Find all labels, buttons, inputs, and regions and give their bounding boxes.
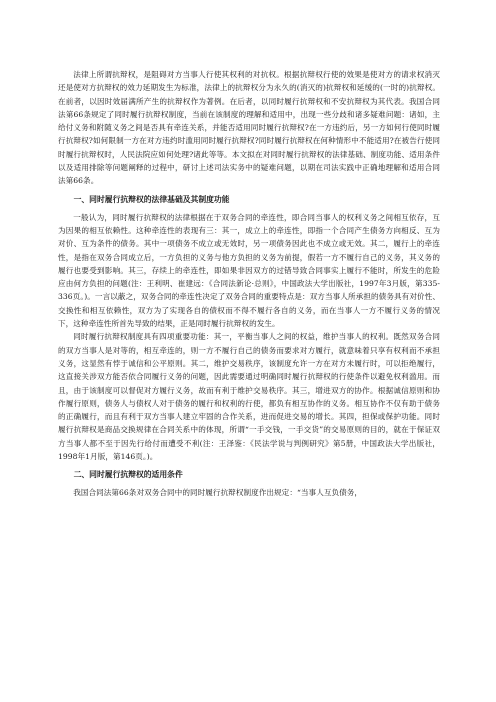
section-2-heading: 二、同时履行抗辩权的适用条件 (73, 470, 183, 480)
section-1-paragraph-1: 一般认为，同时履行抗辩权的法律根据在于双务合同的牵连性，即合同当事人的权利义务之间相互依存，互为因果的相互依赖性。这种牵连性的表现有三：其一，成立上的牵连性，即指一个合同产生债务方向相反、互为对价、互为条件的债务。其中一项债务不成立或无效时，另一项债务因此也不成立或无效。其二，履行上的牵连性，是指在双务合同成立后，一方负担的义务与他方负担的义务为前提，假若一方不履行自己的义务，其义务的履行也要受到影响。其三，存续上的牵连性，即如果非因双方的过错导致合同事实上履行不能时，所发生的危险应由何方负担的问题(注：王利明、崔建远：《合同法新论·总则》，中国政法大学出版社，1997年3月版，第335-336页。)。一言以蔽之，双务合同的牵连性决定了双务合同的重要特点是：双方当事人所承担的债务具有对价性、交换性和相互依赖性，双方为了实现各自的债权而不得不履行各自的义务，而在当事人一方不履行义务的情况下，这种牵连性所首先导致的结果，正是同时履行抗辩权的发生。 (58, 212, 440, 329)
intro-paragraph: 法律上所谓抗辩权，是阻碍对方当事人行使其权利的对抗权。根据抗辩权行使的效果是使对方的请求权消灭还是使对方抗辩权的效力延期发生为标准，法律上的抗辩权分为永久的(消灭的)抗辩权和延缓的(一时的)抗辩权。在前者，以因时效届满所产生的抗辩权作为著例。在后者，以同时履行抗辩权和不安抗辩权为其代表。我国合同法第66条规定了同时履行抗辩权制度，当前在该制度的理解和适用中，出现一些分歧和诸多疑难问题：诸如，主给付义务和附随义务之间是否具有牵连关系，并能否适用同时履行抗辩权?在一方违约后，另一方如何行使同时履行抗辩权?如何限制一方在对方违约时滥用同时履行抗辩权?同时履行抗辩权在何种情形中不能适用?在被告行使同时履行抗辩权时，人民法院应如何处理?诸此等等。本文拟在对同时履行抗辩权的法律基础、制度功能、适用条件以及适用排除等问题阐释的过程中，研讨上述司法实务中的疑难问题，以期在司法实践中正确地理解和适用合同法第66条。 (58, 70, 440, 186)
section-1-paragraph-2: 同时履行抗辩权制度具有四项重要功能：其一，平衡当事人之间的权益，维护当事人的权利。既然双务合同的双方当事人是对等的，相互牵连的，则一方不履行自己的债务而要求对方履行，就意味着只享有权利而不承担义务，这显然有悖于诚信和公平原则。其二，维护交易秩序，该制度允许一方在对方未履行时，可以拒绝履行，这直接关涉双方能否依合同履行义务的问题，因此需要通过明确同时履行抗辩权的行使条件以避免权利滥用。而且，由于该制度可以督促对方履行义务，故而有利于维护交易秩序。其三，增进双方的协作。根据诚信原则和协作履行原则，债务人与债权人对于债务的履行和权利的行使，都负有相互协作的义务。相互协作不仅有助于债务的正确履行，而且有利于双方当事人建立牢固的合作关系，进而促进交易的增长。其四，担保或保护功能。同时履行抗辩权是商品交换规律在合同关系中的体现，所谓“一手交钱，一手交货”的交易原则的目的，就在于保证双方当事人都不至于因先行给付而遭受不利(注：王泽鉴：《民法学说与判例研究》第5册，中国政法大学出版社，1998年1月版，第146页。)。 (58, 332, 440, 462)
spacer (58, 463, 440, 465)
spacer (58, 188, 440, 190)
section-1-heading: 一、同时履行抗辩权的法律基础及其制度功能 (73, 194, 230, 204)
section-2-paragraph-1: 我国合同法第66条对双务合同中的同时履行抗辩权制度作出规定：“当事人互负债务， (73, 488, 363, 498)
